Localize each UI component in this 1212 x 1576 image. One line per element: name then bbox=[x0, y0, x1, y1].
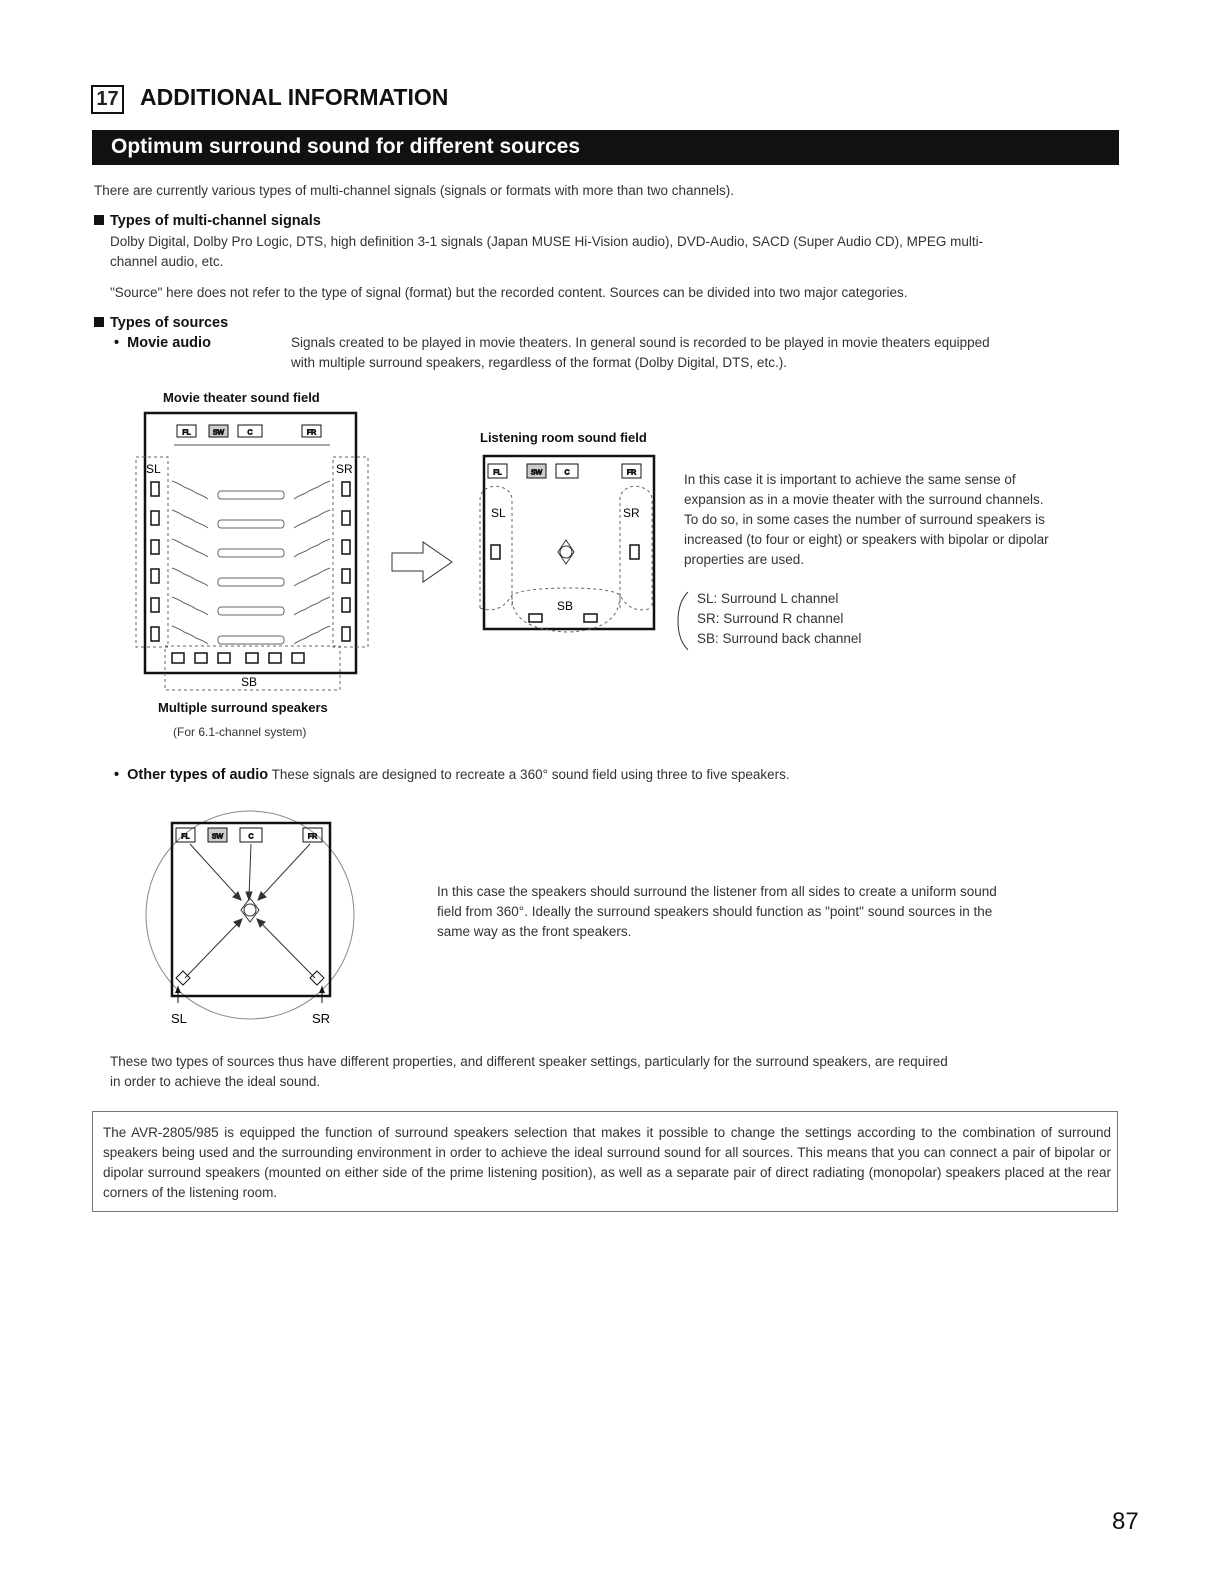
abbreviation-legend bbox=[697, 589, 861, 649]
back-surround-speaker bbox=[269, 653, 281, 663]
seat-row-left bbox=[172, 510, 208, 528]
chapter-title: ADDITIONAL INFORMATION bbox=[140, 84, 449, 110]
side-speaker-right bbox=[342, 627, 350, 641]
section-title-bar bbox=[92, 130, 1119, 165]
figure3-text-line: field from 360°. Ideally the surround speakers should function as "point" sound sources in the bbox=[437, 904, 993, 919]
listening-room-diagram bbox=[470, 450, 670, 655]
speaker-label-c: C bbox=[247, 429, 253, 437]
movie-audio-line2: with multiple surround speakers, regardless of the format (Dolby Digital, DTS, etc.). bbox=[291, 355, 787, 370]
speaker-label-fl: FL bbox=[182, 429, 191, 437]
figure3-sr-label: SR bbox=[312, 1011, 331, 1026]
side-speaker-right bbox=[342, 511, 350, 525]
types-signals-heading: Types of multi-channel signals bbox=[94, 211, 321, 231]
seat-row-right bbox=[294, 568, 330, 586]
speaker-label-fr: FR bbox=[306, 429, 317, 437]
types-sources-heading: Types of sources bbox=[94, 313, 228, 333]
back-surround-speaker bbox=[195, 653, 207, 663]
summary-line1: These two types of sources thus have different properties, and different speaker settings, particularly for the surround speakers, are required bbox=[110, 1054, 948, 1069]
right-arrow-icon bbox=[390, 540, 456, 584]
side-speaker-left bbox=[151, 482, 159, 496]
speaker-label-fl: FL bbox=[493, 469, 502, 477]
section-title: Optimum surround sound for different sources bbox=[111, 135, 581, 158]
summary-line2: in order to achieve the ideal sound. bbox=[110, 1074, 321, 1089]
legend-sb: SB: Surround back channel bbox=[697, 631, 862, 646]
speaker-label-c: C bbox=[564, 469, 570, 477]
seat-row-center bbox=[218, 636, 284, 644]
figure2-text bbox=[684, 470, 1120, 570]
side-speaker-right bbox=[342, 598, 350, 612]
speaker-label-fr: FR bbox=[626, 469, 637, 477]
figure3-text bbox=[437, 882, 1120, 942]
speaker-label-fr: FR bbox=[307, 833, 318, 841]
speaker-label-sw: SW bbox=[212, 429, 225, 437]
other-audio-label: Other types of audio bbox=[127, 767, 269, 783]
figure2-title: Listening room sound field bbox=[480, 430, 647, 445]
note-text: The AVR-2805/985 is equipped the function of surround speakers selection that makes it possible to change the settings according to the combination of surround speakers being used and the surrounding environment in order to achieve the ideal surround sound for all sources. This means that you can connect a pair of bipolar or dipolar surround speakers (mounted on either side of the prime listening position), as well as a separate pair of direct radiating (monopolar) speakers placed at the rear corners of the listening room. bbox=[103, 1125, 1111, 1200]
figure2-text-line: increased (to four or eight) or speakers with bipolar or dipolar bbox=[684, 532, 1049, 547]
figure2-text-line: properties are used. bbox=[684, 552, 805, 567]
360-sound-field-diagram bbox=[145, 800, 355, 1035]
figure3-text-line: same way as the front speakers. bbox=[437, 924, 632, 939]
speaker-label-c: C bbox=[248, 833, 254, 841]
back-surround-speaker bbox=[292, 653, 304, 663]
intro-paragraph: There are currently various types of multi-channel signals (signals or formats with more than two channels). bbox=[94, 183, 735, 198]
theater-seating bbox=[172, 481, 330, 644]
movie-audio-line1: Signals created to be played in movie theaters. In general sound is recorded to be played in movie theaters equipped bbox=[291, 335, 990, 350]
seat-row-right bbox=[294, 510, 330, 528]
figure1-subcaption: (For 6.1-channel system) bbox=[173, 725, 307, 739]
back-surround-speakers bbox=[172, 653, 304, 663]
seat-row-center bbox=[218, 607, 284, 615]
figure1-sr-label: SR bbox=[336, 462, 353, 476]
seat-row-center bbox=[218, 578, 284, 586]
back-surround-speaker bbox=[172, 653, 184, 663]
chapter-number: 17 bbox=[91, 85, 124, 114]
figure3-sl-label: SL bbox=[171, 1011, 187, 1026]
figure1-sl-label: SL bbox=[146, 462, 161, 476]
figure2-sb-label: SB bbox=[556, 599, 574, 613]
legend-brace-icon bbox=[676, 590, 690, 652]
types-signals-line2: channel audio, etc. bbox=[110, 254, 224, 269]
bullet-square-icon bbox=[94, 215, 104, 225]
seat-row-left bbox=[172, 597, 208, 615]
figure2-text-line: expansion as in a movie theater with the surround channels. bbox=[684, 492, 1044, 507]
source-note: "Source" here does not refer to the type of signal (format) but the recorded content. Sources can be divided into two major categories. bbox=[110, 285, 908, 300]
figure3-text-line: In this case the speakers should surround the listener from all sides to create a uniform sound bbox=[437, 884, 997, 899]
side-speaker-left bbox=[151, 569, 159, 583]
side-speaker-right bbox=[342, 569, 350, 583]
seat-row-right bbox=[294, 481, 330, 499]
speaker-label-fl: FL bbox=[181, 833, 190, 841]
seat-row-left bbox=[172, 626, 208, 644]
figure2-sl-label: SL bbox=[491, 506, 506, 520]
side-speaker-right bbox=[342, 540, 350, 554]
back-surround-speaker bbox=[246, 653, 258, 663]
legend-sl: SL: Surround L channel bbox=[697, 591, 839, 606]
seat-row-left bbox=[172, 568, 208, 586]
seat-row-right bbox=[294, 626, 330, 644]
seat-row-left bbox=[172, 481, 208, 499]
side-speaker-left bbox=[151, 511, 159, 525]
movie-audio-label: • Movie audio bbox=[114, 335, 211, 351]
seat-row-right bbox=[294, 597, 330, 615]
seat-row-left bbox=[172, 539, 208, 557]
other-audio-line: • Other types of audio These signals are designed to recreate a 360° sound field using three to five speakers. bbox=[114, 767, 790, 783]
side-speaker-left bbox=[151, 540, 159, 554]
figure1-caption: Multiple surround speakers bbox=[158, 700, 328, 715]
side-speaker-left bbox=[151, 627, 159, 641]
listener-icon bbox=[558, 540, 574, 564]
seat-row-center bbox=[218, 491, 284, 499]
legend-sr: SR: Surround R channel bbox=[697, 611, 844, 626]
seat-row-center bbox=[218, 549, 284, 557]
figure2-text-line: To do so, in some cases the number of surround speakers is bbox=[684, 512, 1045, 527]
types-signals-line1: Dolby Digital, Dolby Pro Logic, DTS, high definition 3-1 signals (Japan MUSE Hi-Vision audio), DVD-Audio, SACD (Super Audio CD), MPEG multi- bbox=[110, 234, 984, 249]
side-speaker-right bbox=[342, 482, 350, 496]
other-audio-text: These signals are designed to recreate a 360° sound field using three to five speakers. bbox=[271, 767, 790, 782]
speaker-label-sw: SW bbox=[530, 469, 543, 477]
direction-arrows bbox=[185, 844, 315, 978]
figure2-text-line: In this case it is important to achieve the same sense of bbox=[684, 472, 1016, 487]
side-surround-speakers bbox=[151, 482, 350, 641]
seat-row-right bbox=[294, 539, 330, 557]
seat-row-center bbox=[218, 520, 284, 528]
front-speakers bbox=[177, 425, 321, 437]
note-box bbox=[92, 1111, 1118, 1212]
page-number: 87 bbox=[1112, 1508, 1139, 1535]
movie-theater-diagram bbox=[130, 410, 380, 700]
figure2-sr-label: SR bbox=[623, 506, 640, 520]
back-surround-speaker bbox=[218, 653, 230, 663]
speaker-label-sw: SW bbox=[211, 833, 224, 841]
figure1-sb-label: SB bbox=[240, 675, 258, 689]
figure1-title: Movie theater sound field bbox=[163, 390, 320, 405]
bullet-square-icon bbox=[94, 317, 104, 327]
side-speaker-left bbox=[151, 598, 159, 612]
